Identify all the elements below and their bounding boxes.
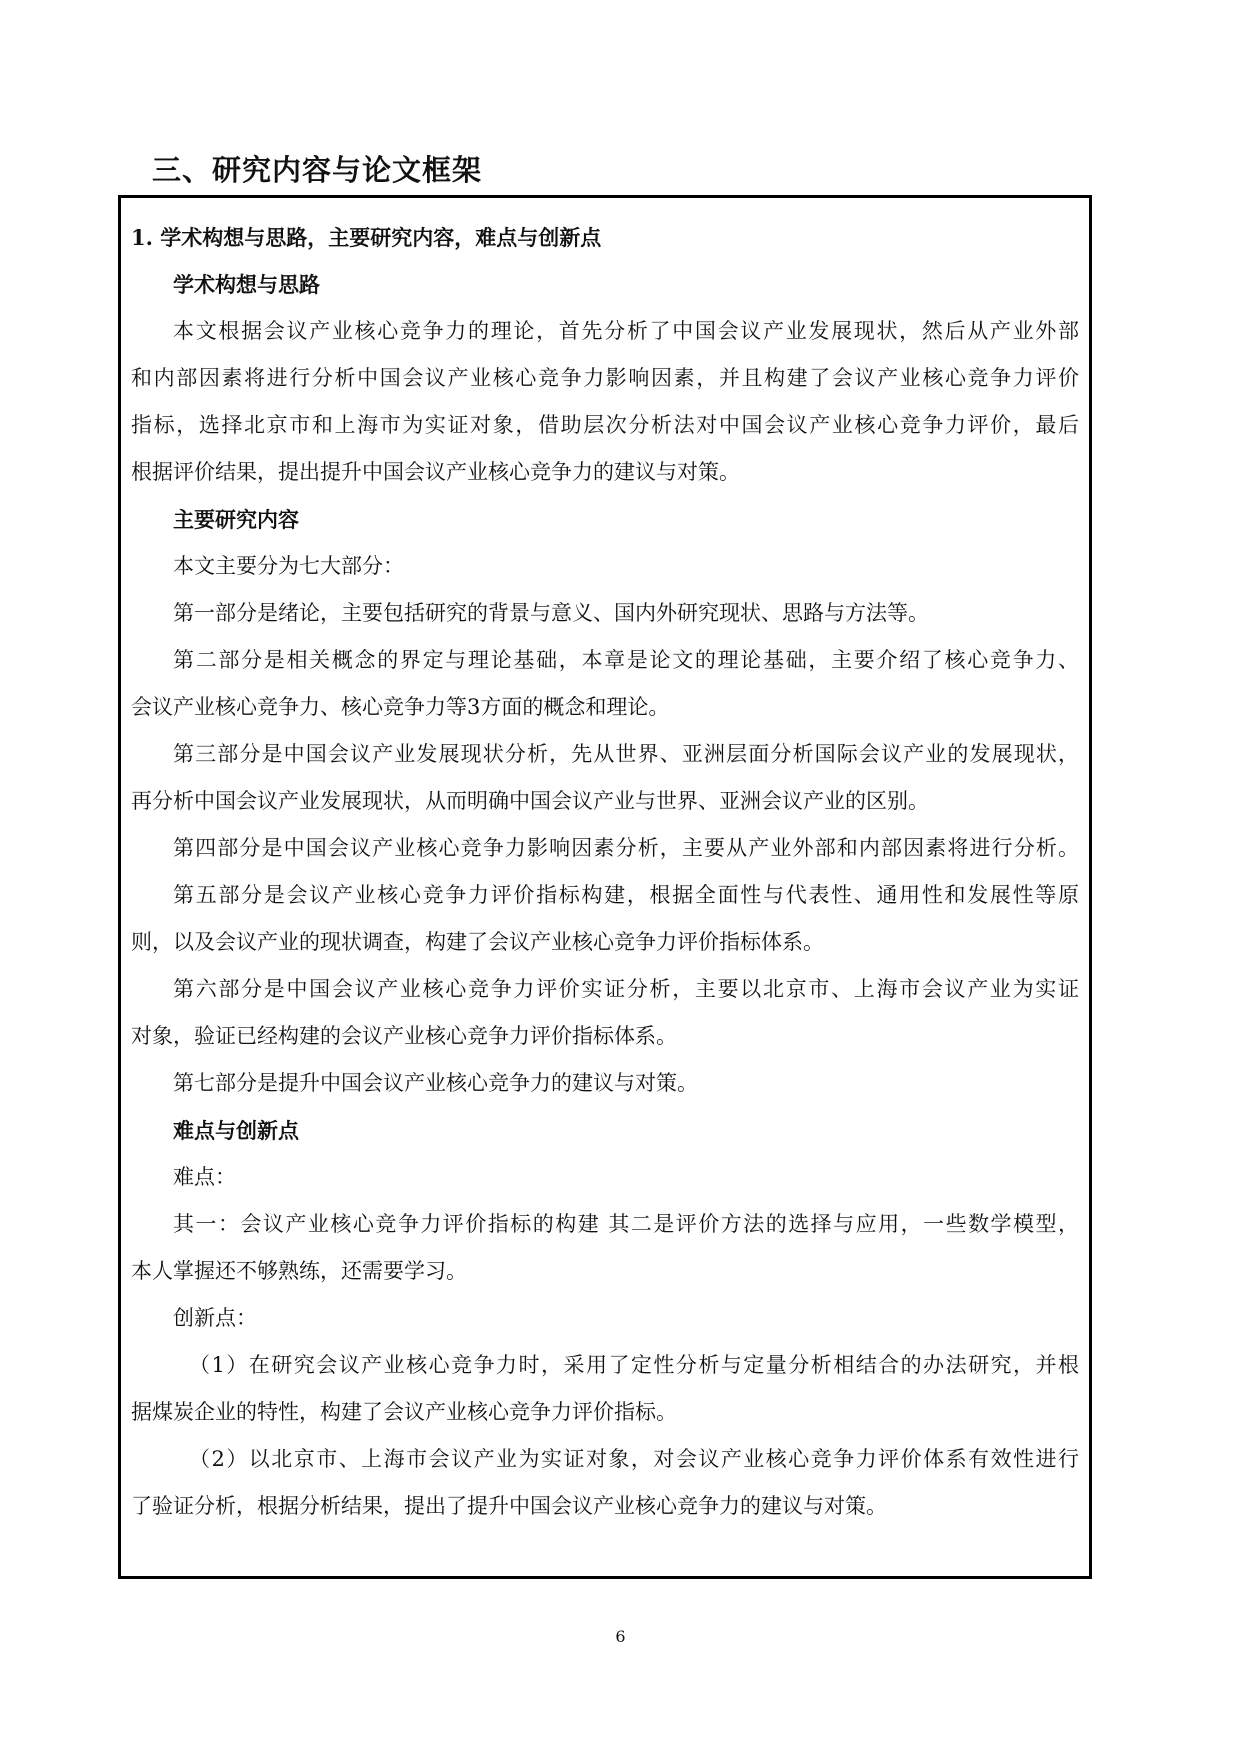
academic-heading: 学术构想与思路	[173, 272, 320, 297]
part-2-line: 第二部分是相关概念的界定与理论基础，本章是论文的理论基础，主要介绍了核心竞争力、	[173, 648, 1079, 672]
innovation-2-line: （2）以北京市、上海市会议产业为实证对象，对会议产业核心竞争力评价体系有效性进行	[189, 1447, 1079, 1471]
main-content-heading: 主要研究内容	[173, 507, 299, 532]
main-content-intro: 本文主要分为七大部分：	[173, 554, 404, 578]
academic-line: 和内部因素将进行分析中国会议产业核心竞争力影响因素，并且构建了会议产业核心竞争力评价	[131, 366, 1079, 390]
difficulty-line: 其一：会议产业核心竞争力评价指标的构建 其二是评价方法的选择与应用，一些数学模型，	[173, 1212, 1079, 1236]
academic-line: 本文根据会议产业核心竞争力的理论，首先分析了中国会议产业发展现状，然后从产业外部	[173, 319, 1079, 343]
part-7-line: 第七部分是提升中国会议产业核心竞争力的建议与对策。	[173, 1071, 698, 1095]
part-3-line: 再分析中国会议产业发展现状，从而明确中国会议产业与世界、亚洲会议产业的区别。	[131, 789, 929, 813]
part-3-line: 第三部分是中国会议产业发展现状分析，先从世界、亚洲层面分析国际会议产业的发展现状，	[173, 742, 1079, 766]
part-1-line: 第一部分是绪论，主要包括研究的背景与意义、国内外研究现状、思路与方法等。	[173, 601, 929, 625]
content-body	[131, 214, 1079, 1530]
innovation-2-line: 了验证分析，根据分析结果，提出了提升中国会议产业核心竞争力的建议与对策。	[131, 1494, 887, 1518]
subsection-title: 1. 学术构想与思路，主要研究内容，难点与创新点	[131, 225, 602, 250]
difficulty-innovation-heading: 难点与创新点	[173, 1118, 299, 1143]
part-6-line: 第六部分是中国会议产业核心竞争力评价实证分析，主要以北京市、上海市会议产业为实证	[173, 977, 1079, 1001]
part-5-line: 则，以及会议产业的现状调查，构建了会议产业核心竞争力评价指标体系。	[131, 930, 824, 954]
part-6-line: 对象，验证已经构建的会议产业核心竞争力评价指标体系。	[131, 1024, 677, 1048]
innovation-label: 创新点：	[173, 1306, 257, 1330]
academic-line: 指标，选择北京市和上海市为实证对象，借助层次分析法对中国会议产业核心竞争力评价，最后	[131, 413, 1079, 437]
difficulty-line: 本人掌握还不够熟练，还需要学习。	[131, 1259, 467, 1283]
innovation-1-line: 据煤炭企业的特性，构建了会议产业核心竞争力评价指标。	[131, 1400, 677, 1424]
part-4-line: 第四部分是中国会议产业核心竞争力影响因素分析，主要从产业外部和内部因素将进行分析。	[173, 836, 1079, 860]
academic-line: 根据评价结果，提出提升中国会议产业核心竞争力的建议与对策。	[131, 460, 740, 484]
content-box	[118, 195, 1092, 1579]
difficulty-label: 难点：	[173, 1165, 236, 1189]
part-5-line: 第五部分是会议产业核心竞争力评价指标构建，根据全面性与代表性、通用性和发展性等原	[173, 883, 1079, 907]
part-2-line: 会议产业核心竞争力、核心竞争力等3方面的概念和理论。	[131, 695, 670, 719]
page-number: 6	[615, 1627, 626, 1646]
section-heading: 三、研究内容与论文框架	[152, 153, 483, 187]
innovation-1-line: （1）在研究会议产业核心竞争力时，采用了定性分析与定量分析相结合的办法研究，并根	[189, 1353, 1079, 1377]
